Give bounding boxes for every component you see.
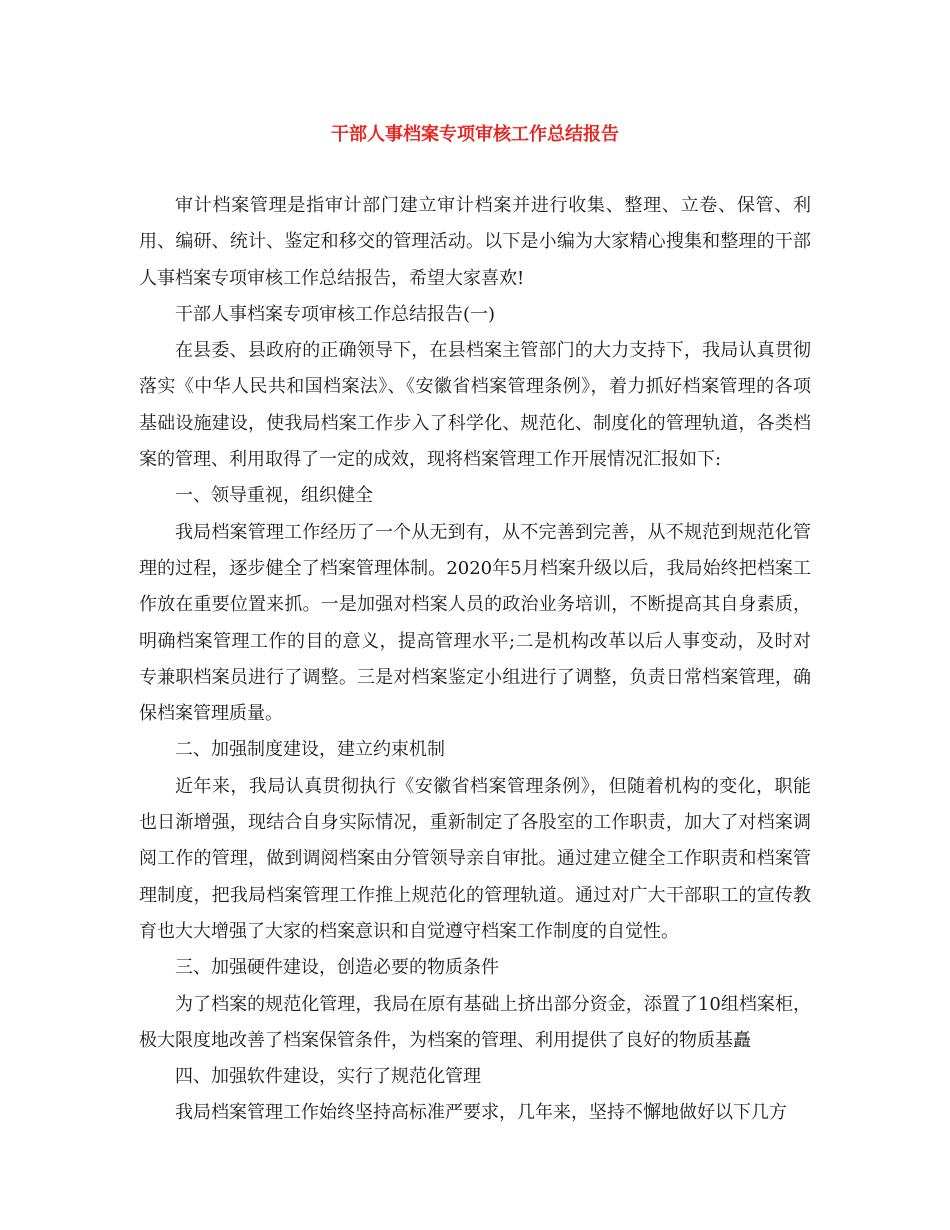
paragraph-intro: 审计档案管理是指审计部门建立审计档案并进行收集、整理、立卷、保管、利用、编研、统计、鉴定和移交的管理活动。以下是小编为大家精心搜集和整理的干部人事档案专项审核工作总结报告，希望大家喜欢! [139,195,811,289]
section-heading-1: 一、领导重视，组织健全 [175,485,373,507]
section-heading-4: 四、加强软件建设，实行了规范化管理 [175,1066,481,1088]
paragraph-section-1: 我局档案管理工作经历了一个从无到有，从不完善到完善，从不规范到规范化管理的过程，逐步健全了档案管理体制。2020年5月档案升级以后，我局始终把档案工作放在重要位置来抓。一是加强对档案人员的政治业务培训，不断提高其自身素质，明确档案管理工作的目的意义，提高管理水平;二是机构改革以后人事变动，及时对专兼职档案员进行了调整。三是对档案鉴定小组进行了调整，负责日常档案管理，确保档案管理质量。 [139,521,811,725]
paragraph-section-4: 我局档案管理工作始终坚持高标准严要求，几年来，坚持不懈地做好以下几方 [175,1102,787,1124]
paragraph-overview: 在县委、县政府的正确领导下，在县档案主管部门的大力支持下，我局认真贯彻落实《中华人民共和国档案法》、《安徽省档案管理条例》，着力抓好档案管理的各项基础设施建设，使我局档案工作步入了科学化、规范化、制度化的管理轨道，各类档案的管理、利用取得了一定的成效，现将档案管理工作开展情况汇报如下: [139,340,811,471]
paragraph-section-3: 为了档案的规范化管理，我局在原有基础上挤出部分资金，添置了10组档案柜，极大限度地改善了档案保管条件，为档案的管理、利用提供了良好的物质基矗 [139,993,811,1051]
section-heading-2: 二、加强制度建设，建立约束机制 [175,739,445,761]
document-title: 干部人事档案专项审核工作总结报告 [331,124,619,145]
section-heading-3: 三、加强硬件建设，创造必要的物质条件 [175,957,499,979]
document-body [139,188,811,1132]
paragraph-subtitle: 干部人事档案专项审核工作总结报告(一) [175,303,496,325]
paragraph-section-2: 近年来，我局认真贯彻执行《安徽省档案管理条例》，但随着机构的变化，职能也日渐增强，现结合自身实际情况，重新制定了各股室的工作职责，加大了对档案调阅工作的管理，做到调阅档案由分管领导亲自审批。通过建立健全工作职责和档案管理制度，把我局档案管理工作推上规范化的管理轨道。通过对广大干部职工的宣传教育也大大增强了大家的档案意识和自觉遵守档案工作制度的自觉性。 [139,775,811,942]
